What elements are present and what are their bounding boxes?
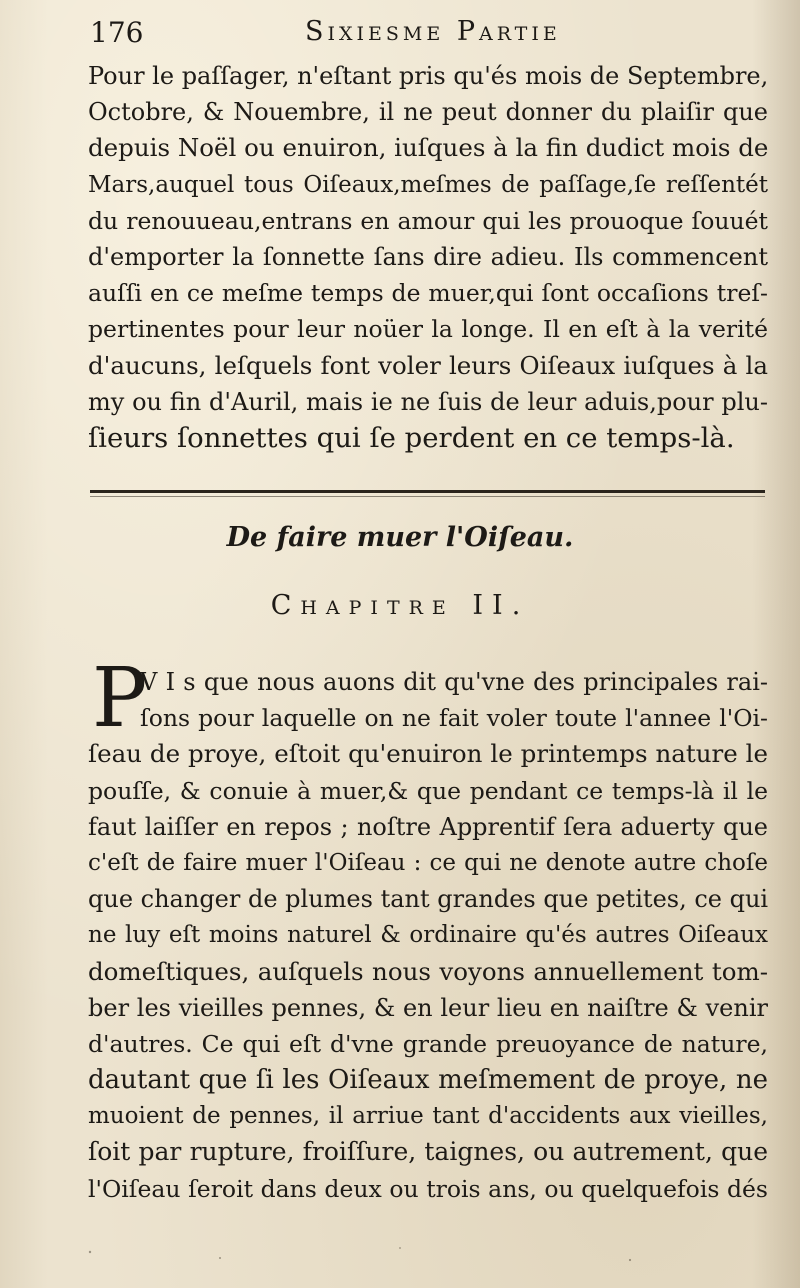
page-number: 176 <box>90 16 144 49</box>
running-head: Sixiesme Partie <box>305 16 561 47</box>
text-line: ſoit par rupture, froiſſure, taignes, ou autrement, que <box>88 1137 768 1167</box>
chapter-title: Chapitre II. <box>270 590 530 621</box>
text-line: muoient de pennes, il arriue tant d'accidents aux vieilles, <box>88 1103 768 1130</box>
ink-smudge-decoration <box>70 1240 770 1270</box>
section-divider-rule <box>90 490 765 493</box>
text-line: Octobre, & Nouembre, il ne peut donner du plaiſir que <box>88 98 768 127</box>
section-title: De faire muer l'Oiſeau. <box>226 522 574 553</box>
text-line: pertinentes pour leur noüer la longe. Il en eſt à la verité <box>88 315 768 344</box>
text-line: que changer de plumes tant grandes que petites, ce qui <box>88 885 769 914</box>
text-line: depuis Noël ou enuiron, iuſques à la fin dudict mois de <box>88 133 769 163</box>
text-line: d'emporter la ſonnette ſans dire adieu. Ils commencent <box>88 242 768 271</box>
text-line: dautant que ſi les Oiſeaux meſmement de proye, ne <box>88 1065 768 1096</box>
text-line: Pour le paſſager, n'eſtant pris qu'és mois de Septembre, <box>88 62 769 90</box>
text-line: pouſſe, & conuie à muer,& que pendant ce temps-là il le <box>88 776 768 805</box>
text-line: Mars,auquel tous Oiſeaux,meſmes de paſſage,ſe reſſentét <box>88 171 768 198</box>
text-line: c'eſt de faire muer l'Oiſeau : ce qui ne denote autre choſe <box>88 849 768 876</box>
text-line: V I s que nous auons dit qu'vne des principales rai- <box>140 668 768 696</box>
page-header <box>90 12 770 52</box>
text-line: l'Oiſeau ſeroit dans deux ou trois ans, ou quelquefois dés <box>88 1174 768 1203</box>
text-line: my ou fin d'Auril, mais ie ne ſuis de leur aduis,pour plu- <box>88 387 768 416</box>
text-line: auſſi en ce meſme temps de muer,qui ſont occaſions treſ- <box>88 279 768 308</box>
text-line: ſons pour laquelle on ne fait voler toute l'annee l'Oi- <box>140 704 768 733</box>
text-line: d'aucuns, leſquels font voler leurs Oiſeaux iuſques à la <box>88 350 768 380</box>
text-line: du renouueau,entrans en amour qui les prouoque ſouuét <box>88 206 768 235</box>
text-line: ne luy eſt moins naturel & ordinaire qu'és autres Oiſeaux <box>88 922 768 949</box>
text-line: ſieurs ſonnettes qui ſe perdent en ce temps-là. <box>88 421 735 454</box>
top-paragraph <box>88 58 768 456</box>
drop-cap: P <box>92 651 148 746</box>
chapter-paragraph <box>88 664 768 1207</box>
text-line: faut laiſſer en repos ; noſtre Apprentif ſera aduerty que <box>88 812 768 841</box>
text-line: d'autres. Ce qui eſt d'vne grande preuoyance de nature, <box>88 1029 768 1058</box>
text-line: ber les vieilles pennes, & en leur lieu en naiſtre & venir <box>88 993 768 1022</box>
text-line: ſeau de proye, eſtoit qu'enuiron le printemps nature le <box>88 739 768 769</box>
section-divider-thin-rule <box>90 496 765 497</box>
text-line: domeſtiques, auſquels nous voyons annuellement tom- <box>88 956 768 986</box>
